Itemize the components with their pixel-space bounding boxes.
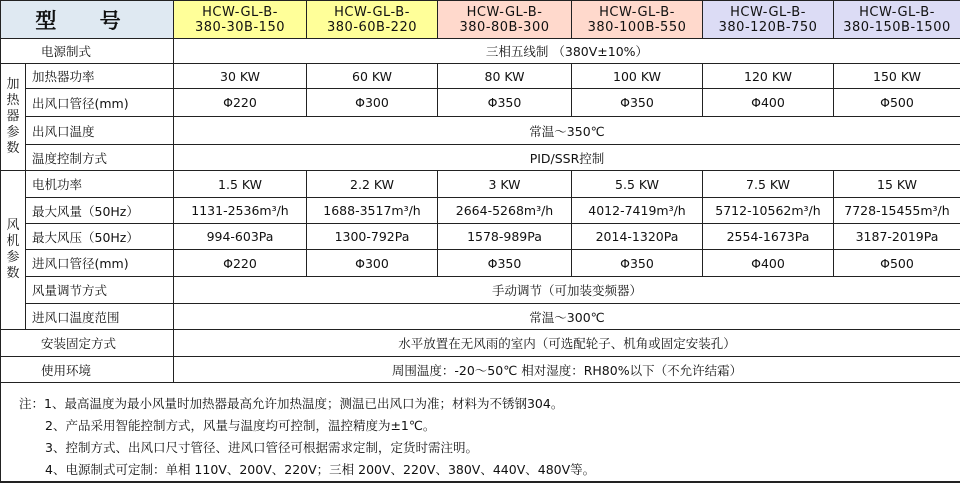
cell: Φ400 bbox=[703, 250, 834, 277]
cell: 1.5 KW bbox=[174, 171, 307, 198]
table-row bbox=[1, 330, 960, 357]
row-value: 水平放置在无风雨的室内（可选配轮子、机角或固定安装孔） bbox=[174, 330, 960, 357]
row-label: 电机功率 bbox=[26, 171, 174, 198]
row-value: 周围温度：-20～50℃ 相对湿度：RH80%以下（不允许结霜） bbox=[174, 357, 960, 383]
cell: 7728-15455m³/h bbox=[834, 198, 960, 224]
row-label: 进风口管径(mm) bbox=[26, 250, 174, 277]
table-row bbox=[1, 357, 960, 383]
row-value: 常温～300℃ bbox=[174, 304, 960, 330]
model-header: HCW-GL-B- 380-30B-150 bbox=[174, 1, 307, 39]
row-label: 温度控制方式 bbox=[26, 145, 174, 171]
cell: 120 KW bbox=[703, 64, 834, 89]
group-label-fan: 风机参数 bbox=[1, 171, 26, 330]
table-row bbox=[1, 198, 960, 224]
cell: 60 KW bbox=[307, 64, 438, 89]
row-label: 出风口管径(mm) bbox=[26, 89, 174, 117]
cell: 5712-10562m³/h bbox=[703, 198, 834, 224]
cell: Φ300 bbox=[307, 89, 438, 117]
model-header: HCW-GL-B- 380-60B-220 bbox=[307, 1, 438, 39]
cell: Φ350 bbox=[438, 89, 572, 117]
row-label: 风量调节方式 bbox=[26, 277, 174, 304]
cell: Φ220 bbox=[174, 250, 307, 277]
table-row bbox=[1, 145, 960, 171]
table-row bbox=[1, 277, 960, 304]
row-value: 手动调节（可加装变频器） bbox=[174, 277, 960, 304]
table-row bbox=[1, 117, 960, 145]
row-label: 出风口温度 bbox=[26, 117, 174, 145]
cell: 2014-1320Pa bbox=[572, 224, 703, 250]
model-header: HCW-GL-B- 380-80B-300 bbox=[438, 1, 572, 39]
row-label: 进风口温度范围 bbox=[26, 304, 174, 330]
cell: Φ500 bbox=[834, 250, 960, 277]
cell: 80 KW bbox=[438, 64, 572, 89]
cell: 1300-792Pa bbox=[307, 224, 438, 250]
cell: 100 KW bbox=[572, 64, 703, 89]
cell: 7.5 KW bbox=[703, 171, 834, 198]
row-value: PID/SSR控制 bbox=[174, 145, 960, 171]
cell: 5.5 KW bbox=[572, 171, 703, 198]
cell: 3 KW bbox=[438, 171, 572, 198]
cell: 150 KW bbox=[834, 64, 960, 89]
note-line: 3、控制方式、出风口尺寸管径、进风口管径可根据需求定制，定货时需注明。 bbox=[45, 440, 478, 455]
row-label: 加热器功率 bbox=[26, 64, 174, 89]
model-header: HCW-GL-B- 380-150B-1500 bbox=[834, 1, 960, 39]
cell: 2664-5268m³/h bbox=[438, 198, 572, 224]
table-row bbox=[1, 171, 960, 198]
table-row bbox=[1, 89, 960, 117]
row-label: 最大风压（50Hz） bbox=[26, 224, 174, 250]
note-line: 注：1、最高温度为最小风量时加热器最高允许加热温度；测温已出风口为准；材料为不锈钢304。 bbox=[19, 396, 564, 411]
cell: Φ400 bbox=[703, 89, 834, 117]
table-row bbox=[1, 250, 960, 277]
row-value: 常温～350℃ bbox=[174, 117, 960, 145]
cell: Φ350 bbox=[572, 250, 703, 277]
notes bbox=[1, 383, 960, 483]
table-row bbox=[1, 39, 960, 64]
model-header: HCW-GL-B- 380-120B-750 bbox=[703, 1, 834, 39]
cell: 1578-989Pa bbox=[438, 224, 572, 250]
row-value: 三相五线制 （380V±10%） bbox=[174, 39, 960, 64]
cell: Φ220 bbox=[174, 89, 307, 117]
note-line: 4、电源制式可定制：单相 110V、200V、220V；三相 200V、220V、380V、440V、480V等。 bbox=[45, 462, 596, 477]
table-row bbox=[1, 64, 960, 89]
row-label: 使用环境 bbox=[1, 357, 174, 383]
cell: 1131-2536m³/h bbox=[174, 198, 307, 224]
cell: 1688-3517m³/h bbox=[307, 198, 438, 224]
notes-row bbox=[1, 383, 960, 483]
cell: 994-603Pa bbox=[174, 224, 307, 250]
group-label-heater: 加热器参数 bbox=[1, 64, 26, 171]
note-line: 2、产品采用智能控制方式，风量与温度均可控制，温控精度为±1℃。 bbox=[45, 418, 436, 433]
model-header: HCW-GL-B- 380-100B-550 bbox=[572, 1, 703, 39]
cell: 15 KW bbox=[834, 171, 960, 198]
cell: 2.2 KW bbox=[307, 171, 438, 198]
cell: 3187-2019Pa bbox=[834, 224, 960, 250]
cell: Φ350 bbox=[438, 250, 572, 277]
table-row bbox=[1, 304, 960, 330]
cell: 4012-7419m³/h bbox=[572, 198, 703, 224]
cell: 30 KW bbox=[174, 64, 307, 89]
table-row bbox=[1, 224, 960, 250]
cell: Φ500 bbox=[834, 89, 960, 117]
cell: Φ350 bbox=[572, 89, 703, 117]
cell: Φ300 bbox=[307, 250, 438, 277]
row-label: 最大风量（50Hz） bbox=[26, 198, 174, 224]
header-row bbox=[1, 1, 960, 39]
cell: 2554-1673Pa bbox=[703, 224, 834, 250]
row-label: 电源制式 bbox=[1, 39, 174, 64]
row-label: 安装固定方式 bbox=[1, 330, 174, 357]
model-title: 型 号 bbox=[1, 1, 174, 39]
